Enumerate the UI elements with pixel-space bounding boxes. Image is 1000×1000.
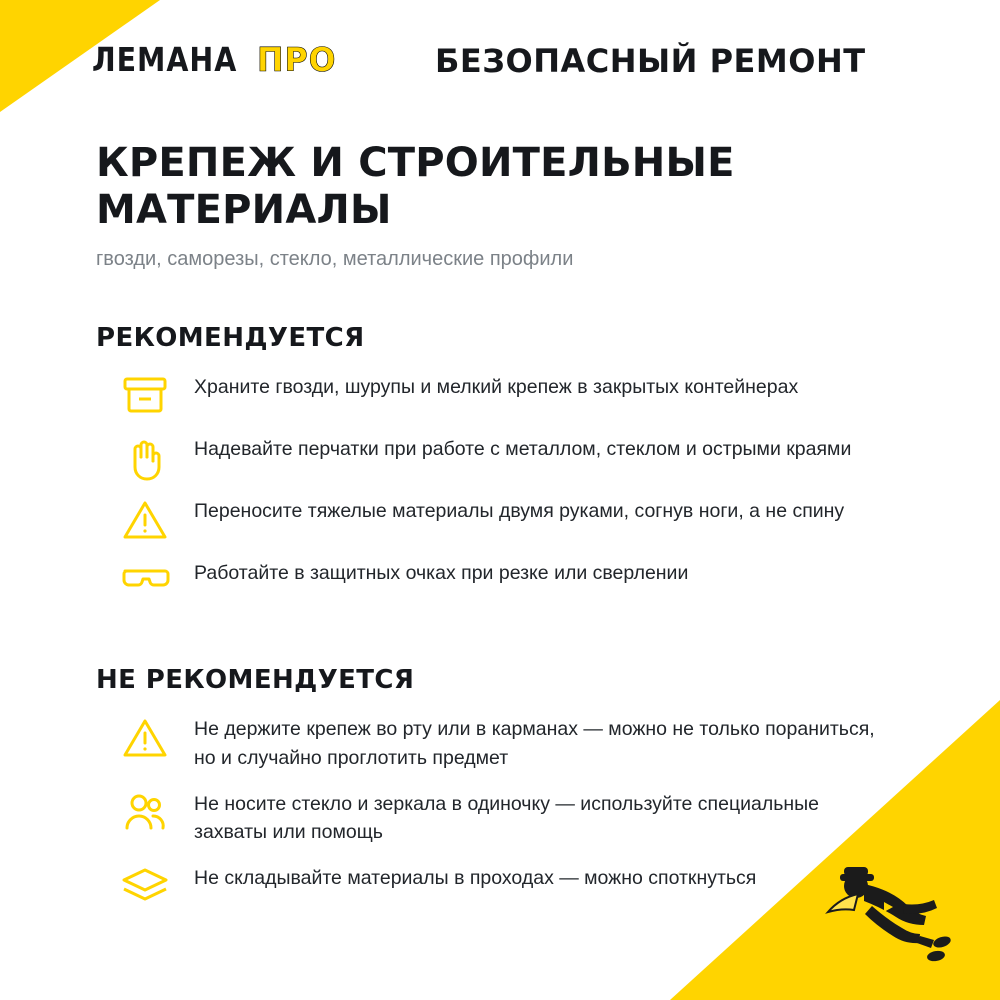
list-item <box>96 373 916 417</box>
box-icon <box>96 373 194 417</box>
main-content <box>96 140 916 926</box>
not-recommended-heading: НЕ РЕКОМЕНДУЕТСЯ <box>96 665 415 696</box>
list-item-text: Надевайте перчатки при работе с металлом, стеклом и острыми краями <box>194 438 852 461</box>
header-title: БЕЗОПАСНЫЙ РЕМОНТ <box>435 42 866 80</box>
list-item-text: Не держите крепеж во рту или в карманах — можно не только пораниться, но и случайно проглотить предмет <box>194 718 875 769</box>
list-item <box>96 559 916 603</box>
list-item <box>96 864 916 908</box>
brand-logo <box>92 40 340 79</box>
list-item-text: Не носите стекло и зеркала в одиночку — используйте специальные захваты или помощь <box>194 792 820 844</box>
list-item-text: Работайте в защитных очках при резке или сверлении <box>194 562 689 585</box>
list-item-text: Храните гвозди, шурупы и мелкий крепеж в закрытых контейнерах <box>194 376 799 399</box>
safety-goggles-icon <box>96 559 194 603</box>
stacked-sheets-icon <box>96 864 194 908</box>
two-people-icon <box>96 790 194 834</box>
list-item-text: Не складывайте материалы в проходах — можно споткнуться <box>194 867 757 890</box>
warning-triangle-icon <box>96 715 194 759</box>
not-recommended-list <box>96 715 916 908</box>
glove-hand-icon <box>96 435 194 479</box>
list-item-text: Переносите тяжелые материалы двумя руками, согнув ноги, а не спину <box>194 500 845 523</box>
brand-logo-pro: ПРО <box>257 40 337 79</box>
list-item <box>96 435 916 479</box>
recommended-list <box>96 373 916 603</box>
recommended-heading: РЕКОМЕНДУЕТСЯ <box>96 323 365 354</box>
page-subtitle: гвозди, саморезы, стекло, металлические профили <box>96 248 574 271</box>
page-title: КРЕПЕЖ И СТРОИТЕЛЬНЫЕ МАТЕРИАЛЫ <box>96 140 735 234</box>
brand-logo-main: ЛЕМАНА <box>92 40 238 79</box>
list-item <box>96 497 916 541</box>
list-item <box>96 790 916 847</box>
mascot-illustration <box>812 850 972 970</box>
warning-triangle-icon <box>96 497 194 541</box>
list-item <box>96 715 916 772</box>
header <box>0 0 1000 112</box>
